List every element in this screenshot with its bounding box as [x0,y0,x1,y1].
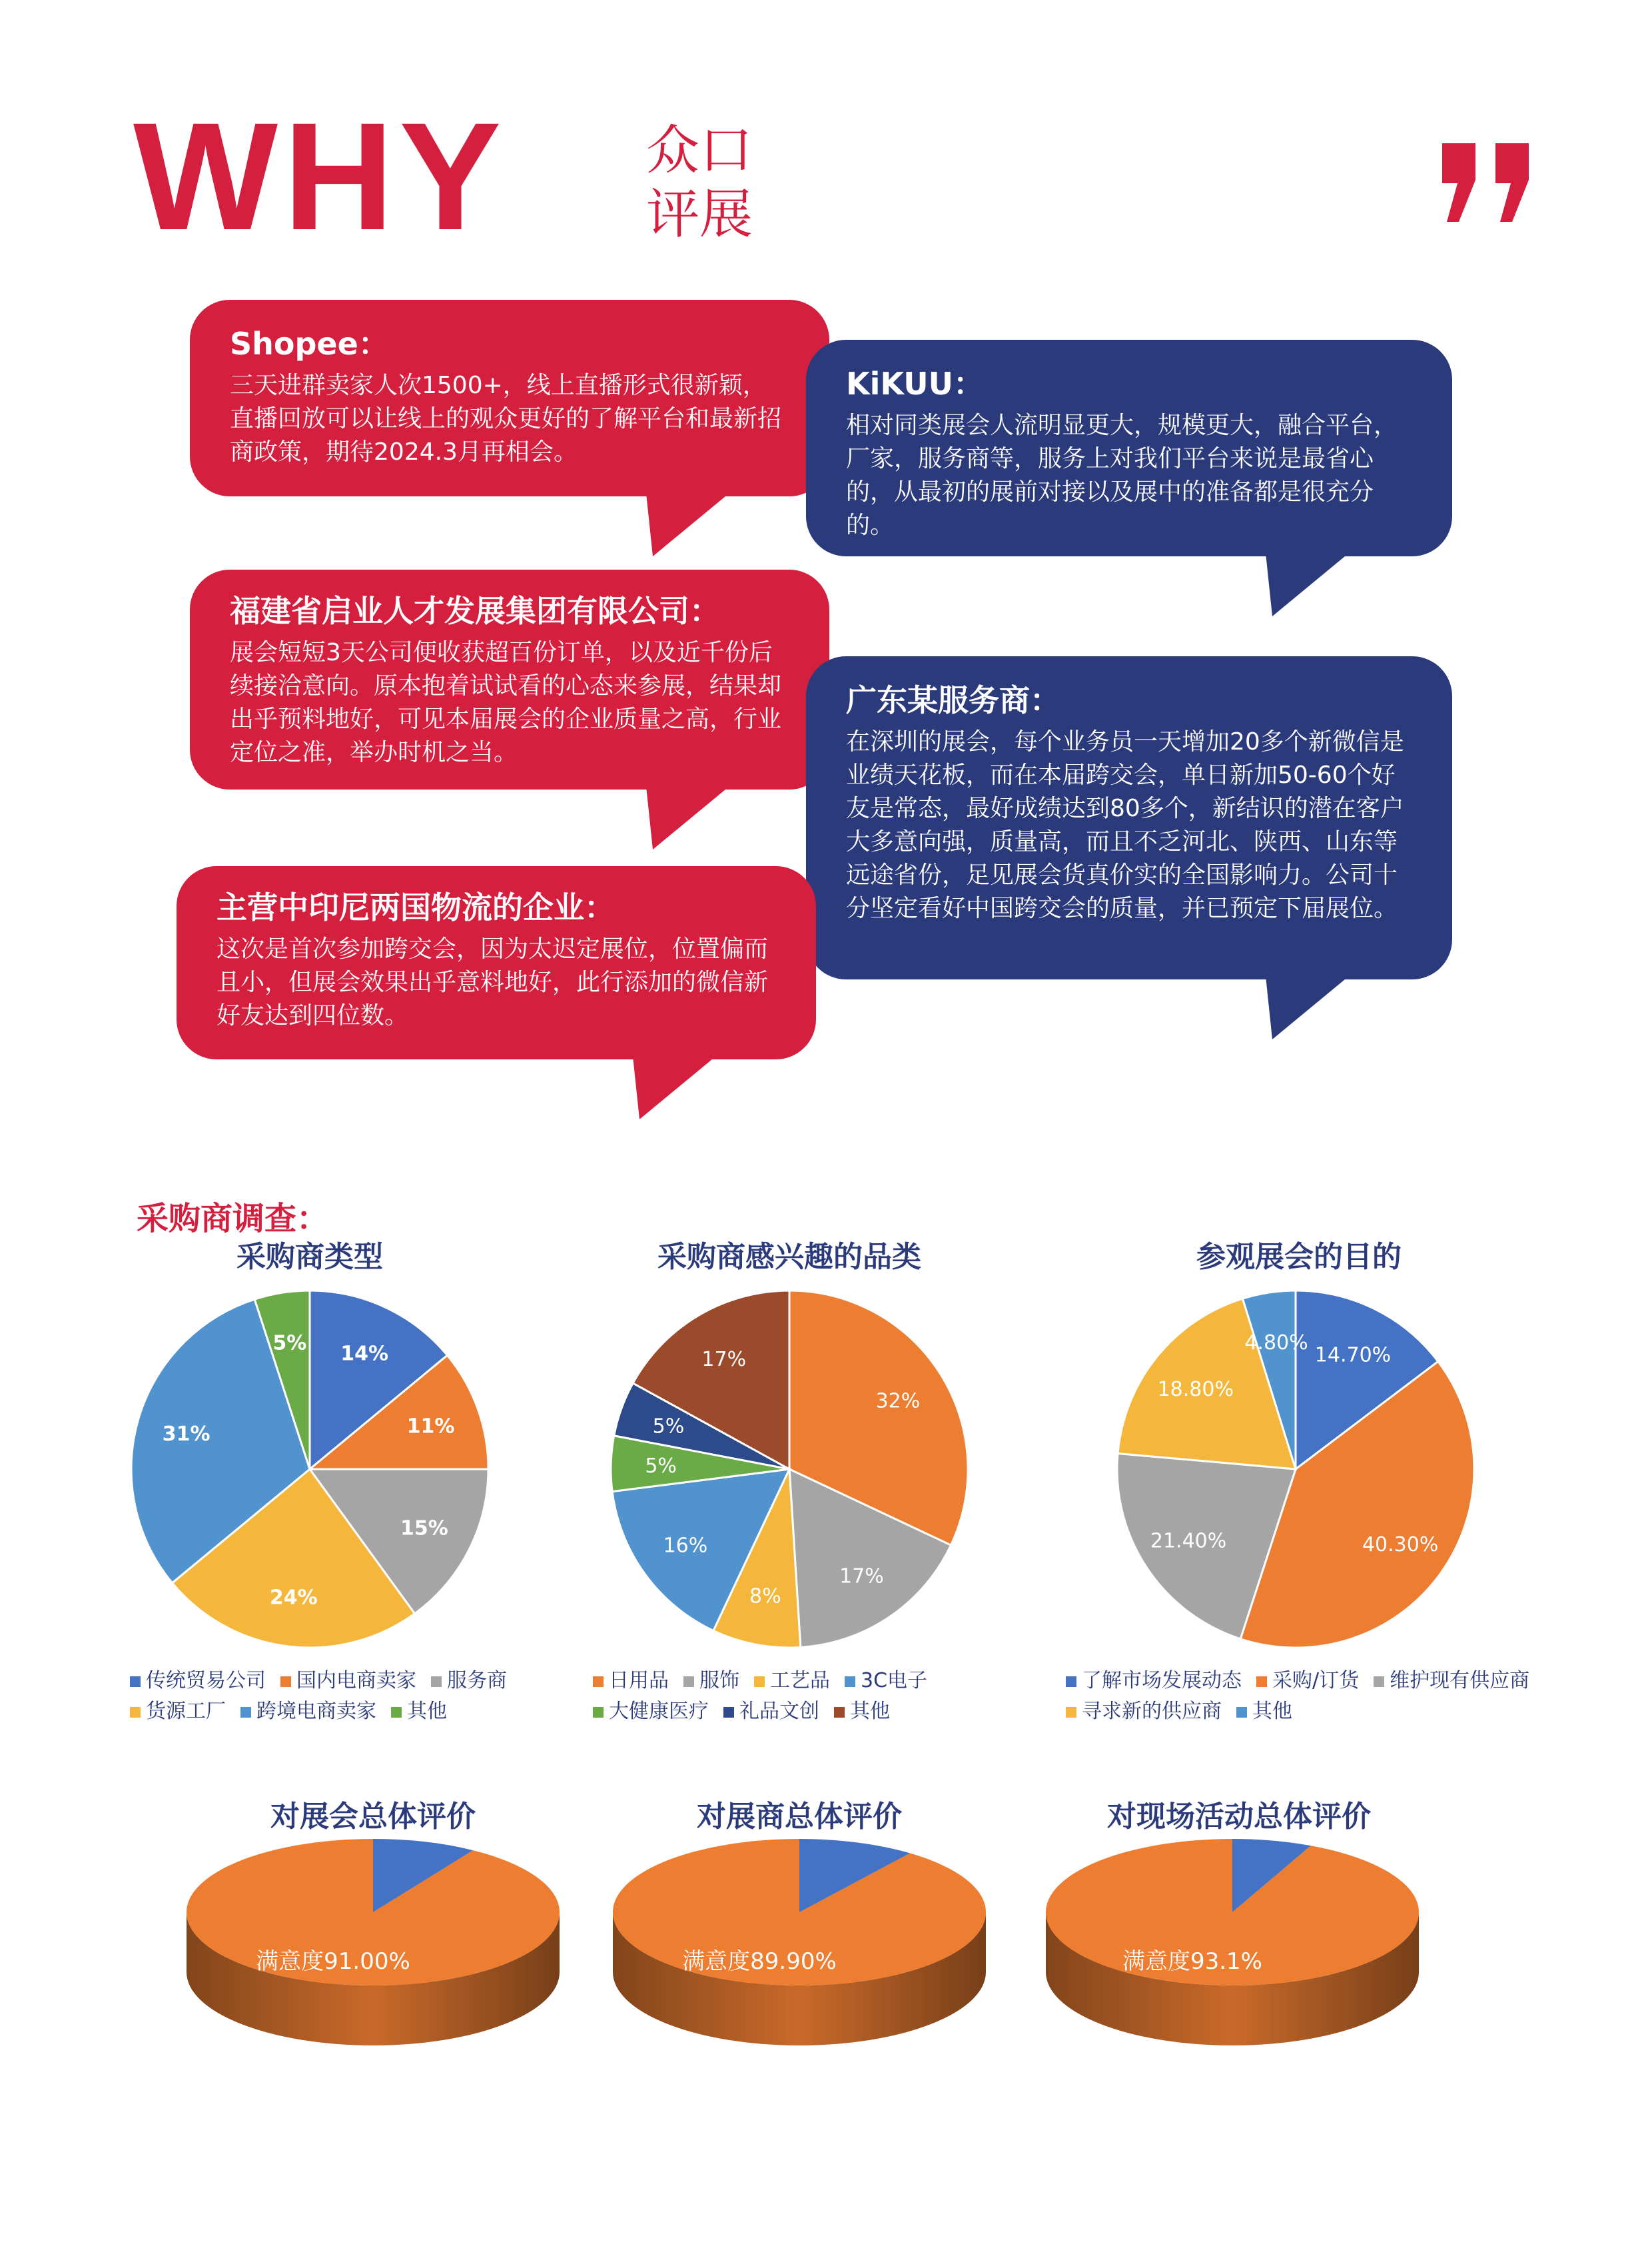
chart-title: 对展商总体评价 [697,1800,902,1834]
legend-item [754,1666,830,1696]
legend-swatch [593,1676,604,1687]
pie3d-chart-exhibitor-rating [606,1832,993,2052]
legend-swatch [1066,1707,1076,1718]
legend-swatch [280,1676,291,1687]
legend-swatch [593,1707,604,1718]
testimonial-bubble-fujian [190,570,829,790]
legend-label: 服饰 [699,1669,739,1692]
slice-data-label: 21.40% [1150,1529,1227,1553]
testimonial-bubble-shopee [190,300,829,496]
legend-item [130,1666,266,1696]
chart-legend [1066,1666,1572,1727]
bubble-tail [633,1056,719,1123]
legend-swatch [1236,1707,1247,1718]
slice-data-label: 17% [701,1347,747,1371]
slice-data-label: 15% [400,1516,448,1540]
bubble-tail [646,786,733,853]
slice-data-label: 满意度91.00% [256,1948,410,1975]
testimonial-name: 福建省启业人才发展集团有限公司： [230,593,720,629]
page-title: WHY [133,91,507,262]
chart-title: 对展会总体评价 [270,1800,476,1834]
legend-swatch [723,1707,734,1718]
legend-swatch [834,1707,845,1718]
testimonial-bubble-logistics [177,866,816,1059]
pie3d-chart-activity-rating [1039,1832,1426,2052]
testimonial-name: 广东某服务商： [846,682,1060,718]
legend-label: 日用品 [609,1669,669,1692]
bubble-tail [646,493,733,560]
legend-swatch [1066,1676,1076,1687]
legend-label: 了解市场发展动态 [1082,1669,1242,1692]
legend-label: 3C电子 [861,1669,928,1692]
legend-swatch [754,1676,765,1687]
legend-swatch [1374,1676,1384,1687]
subtitle-line-1: 众口 [646,119,753,181]
legend-item [431,1666,507,1696]
slice-data-label: 8% [749,1584,781,1608]
legend-swatch [130,1707,141,1718]
legend-item [1066,1666,1242,1696]
legend-swatch [130,1676,141,1687]
chart-title: 采购商感兴趣的品类 [657,1240,921,1274]
legend-item [593,1666,669,1696]
slice-data-label: 17% [839,1564,884,1588]
legend-label: 维护现有供应商 [1390,1669,1530,1692]
testimonial-name: 主营中印尼两国物流的企业： [216,889,615,925]
slice-data-label: 40.30% [1362,1532,1439,1556]
legend-item [391,1696,447,1727]
legend-item [280,1666,416,1696]
legend-item [1066,1696,1222,1727]
survey-title: 采购商调查： [137,1200,329,1237]
legend-label: 工艺品 [770,1669,830,1692]
legend-item [845,1666,927,1696]
chart-legend [130,1666,556,1727]
legend-item [834,1696,890,1727]
testimonial-text: 三天进群卖家人次1500+，线上直播形式很新颖，直播回放可以让线上的观众更好的了解平台和最新招商政策，期待2024.3月再相会。 [230,372,782,466]
legend-label: 服务商 [447,1669,507,1692]
legend-item [1236,1696,1292,1727]
quote-mark-icon [1439,143,1539,223]
pie-chart-buyer-type [120,1279,500,1659]
chart-title: 参观展会的目的 [1196,1240,1402,1274]
legend-item [723,1696,819,1727]
chart-title: 采购商类型 [236,1240,383,1274]
legend-swatch [845,1676,855,1687]
legend-swatch [431,1676,442,1687]
slice-data-label: 24% [269,1586,318,1610]
slice-data-label: 31% [162,1422,210,1446]
testimonial-text: 这次是首次参加跨交会，因为太迟定展位，位置偏而且小，但展会效果出乎意料地好，此行添加的微信新好友达到四位数。 [216,935,769,1029]
slice-data-label: 11% [406,1414,455,1438]
slice-data-label: 5% [645,1454,677,1478]
slice-data-label: 16% [663,1534,708,1558]
legend-label: 其他 [407,1700,447,1723]
legend-item [240,1696,376,1727]
subtitle-line-2: 评展 [646,183,753,245]
legend-label: 礼品文创 [739,1700,819,1723]
bubble-tail [1266,553,1352,620]
legend-swatch [1256,1676,1267,1687]
legend-label: 国内电商卖家 [296,1669,416,1692]
legend-label: 传统贸易公司 [146,1669,266,1692]
testimonial-bubble-kikuu [806,340,1452,556]
slice-data-label: 18.80% [1157,1377,1234,1401]
pie3d-chart-expo-rating [180,1832,566,2052]
slice-data-label: 5% [652,1414,685,1438]
legend-label: 跨境电商卖家 [256,1700,376,1723]
slice-data-label: 满意度93.1% [1122,1948,1263,1975]
slice-data-label: 4.80% [1244,1331,1308,1355]
legend-item [683,1666,739,1696]
legend-label: 采购/订货 [1272,1669,1360,1692]
pie-chart-categories [600,1279,979,1659]
slice-data-label: 满意度89.90% [682,1948,837,1975]
bubble-tail [1266,976,1352,1043]
legend-label: 其他 [1252,1700,1292,1723]
chart-legend [593,1666,1019,1727]
slice-data-label: 32% [875,1389,921,1413]
slice-data-label: 14.70% [1314,1343,1392,1367]
testimonial-name: KiKUU： [846,366,984,402]
legend-item [1374,1666,1529,1696]
legend-label: 货源工厂 [146,1700,226,1723]
testimonial-name: Shopee： [230,326,389,362]
slice-data-label: 5% [272,1331,307,1355]
legend-item [130,1696,226,1727]
legend-item [593,1696,709,1727]
testimonial-text: 在深圳的展会，每个业务员一天增加20多个新微信是业绩天花板，而在本届跨交会，单日新加50-60个好友是常态，最好成绩达到80多个，新结识的潜在客户大多意向强，质量高，而且不乏河北、陕西、山东等远途省份，足见展会货真价实的全国影响力。公司十分坚定看好中国跨交会的质量，并已预定下届展位。 [846,728,1404,922]
testimonial-text: 相对同类展会人流明显更大，规模更大，融合平台，厂家，服务商等，服务上对我们平台来说是最省心的，从最初的展前对接以及展中的准备都是很充分的。 [846,412,1398,539]
legend-label: 其他 [850,1700,890,1723]
legend-swatch [683,1676,694,1687]
chart-title: 对现场活动总体评价 [1107,1800,1371,1834]
slice-data-label: 14% [340,1342,389,1366]
page-subtitle [646,119,779,247]
testimonial-bubble-guangdong [806,656,1452,979]
pie-chart-visit-purpose [1106,1279,1485,1659]
legend-label: 寻求新的供应商 [1082,1700,1222,1723]
legend-swatch [240,1707,251,1718]
legend-item [1256,1666,1359,1696]
legend-swatch [391,1707,402,1718]
testimonial-text: 展会短短3天公司便收获超百份订单，以及近千份后续接洽意向。原本抱着试试看的心态来参展，结果却出乎预料地好，可见本届展会的企业质量之高，行业定位之准，举办时机之当。 [230,639,782,766]
legend-label: 大健康医疗 [609,1700,709,1723]
